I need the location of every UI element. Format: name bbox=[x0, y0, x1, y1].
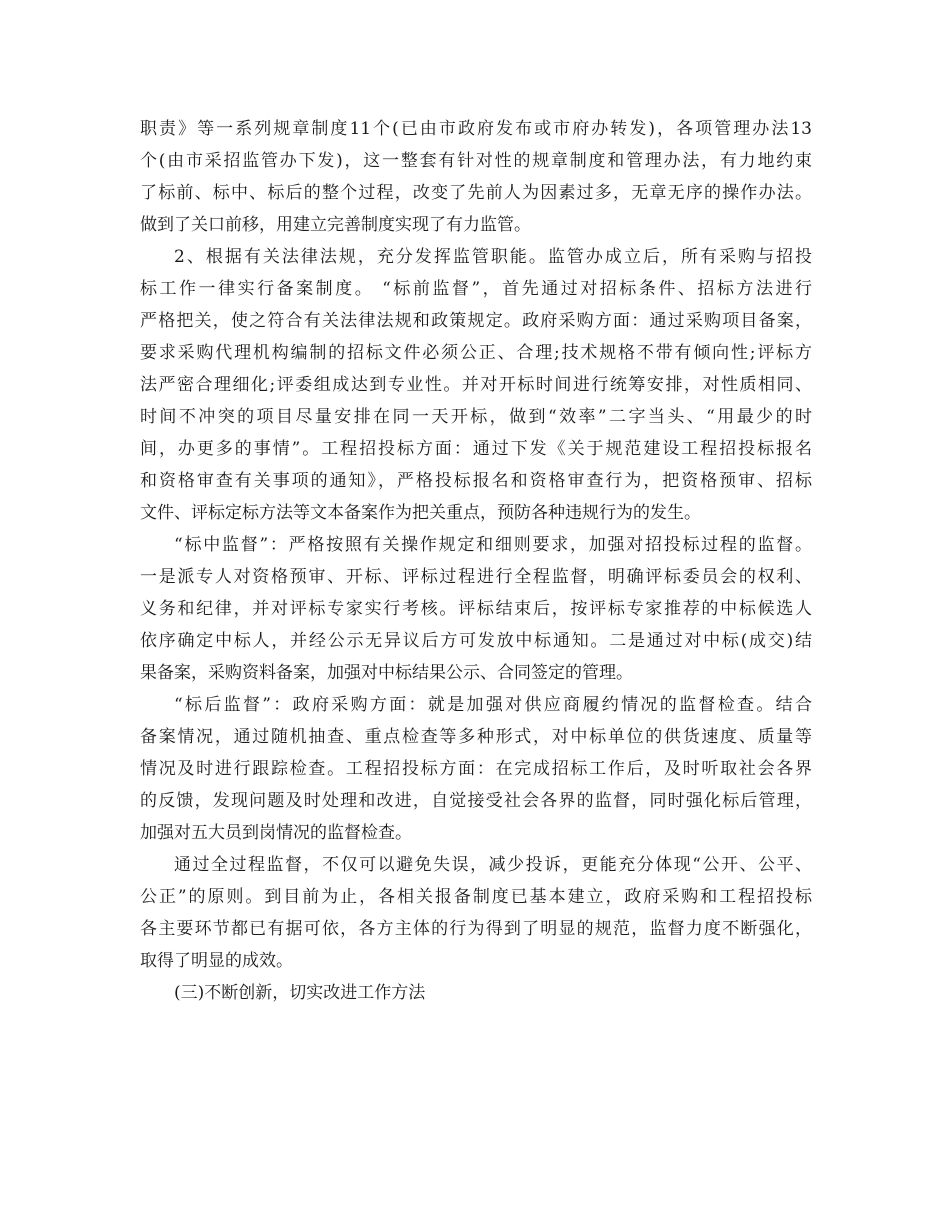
text-line: “标中监督”：严格按照有关操作规定和细则要求，加强对招投标过程的监督。 bbox=[174, 535, 812, 555]
document-body bbox=[140, 113, 812, 1009]
text-line: 义务和纪律，并对评标专家实行考核。评标结束后，按评标专家推荐的中标候选人 bbox=[140, 599, 812, 619]
text-line: 了标前、标中、标后的整个过程，改变了先前人为因素过多，无章无序的操作办法。 bbox=[140, 183, 812, 203]
paragraph-mid-bid-supervision bbox=[140, 529, 812, 689]
text-line: 的反馈，发现问题及时处理和改进，自觉接受社会各界的监督，同时强化标后管理， bbox=[140, 791, 812, 811]
text-line: 严格把关，使之符合有关法律法规和政策规定。政府采购方面：通过采购项目备案， bbox=[140, 311, 812, 331]
text-line: 要求采购代理机构编制的招标文件必须公正、合理;技术规格不带有倾向性;评标方 bbox=[140, 343, 812, 363]
text-line: 间，办更多的事情”。工程招投标方面：通过下发《关于规范建设工程招投标报名 bbox=[140, 439, 812, 459]
paragraph-post-bid-supervision bbox=[140, 689, 812, 849]
text-line: 通过全过程监督，不仅可以避免失误，减少投诉，更能充分体现“公开、公平、 bbox=[174, 855, 812, 875]
text-line: 标工作一律实行备案制度。 “标前监督”，首先通过对招标条件、招标方法进行 bbox=[140, 279, 812, 299]
text-line: 法严密合理细化;评委组成达到专业性。并对开标时间进行统筹安排，对性质相同、 bbox=[140, 375, 812, 395]
text-line: 公正”的原则。到目前为止，各相关报备制度已基本建立，政府采购和工程招投标 bbox=[140, 887, 812, 907]
text-line: 个(由市采招监管办下发)，这一整套有针对性的规章制度和管理办法，有力地约束 bbox=[140, 151, 812, 171]
section-heading-text: (三)不断创新，切实改进工作方法 bbox=[174, 983, 426, 1003]
section-heading bbox=[140, 977, 812, 1009]
text-line: 加强对五大员到岗情况的监督检查。 bbox=[140, 823, 412, 843]
text-line: 情况及时进行跟踪检查。工程招投标方面：在完成招标工作后，及时听取社会各界 bbox=[140, 759, 812, 779]
text-line: 和资格审查有关事项的通知》，严格投标报名和资格审查行为，把资格预审、招标 bbox=[140, 471, 812, 491]
text-line: 果备案，采购资料备案，加强对中标结果公示、合同签定的管理。 bbox=[140, 663, 633, 683]
text-line: 一是派专人对资格预审、开标、评标过程进行全程监督，明确评标委员会的权利、 bbox=[140, 567, 812, 587]
text-line: 各主要环节都已有据可依，各方主体的行为得到了明显的规范，监督力度不断强化， bbox=[140, 919, 812, 939]
text-line: 职责》等一系列规章制度11个(已由市政府发布或市府办转发)，各项管理办法13 bbox=[140, 119, 812, 139]
text-line: 做到了关口前移，用建立完善制度实现了有力监管。 bbox=[140, 215, 531, 235]
text-line: 取得了明显的成效。 bbox=[140, 951, 293, 971]
paragraph-regulations bbox=[140, 113, 812, 241]
paragraph-pre-bid-supervision bbox=[140, 241, 812, 529]
paragraph-summary bbox=[140, 849, 812, 977]
text-line: 备案情况，通过随机抽查、重点检查等多种形式，对中标单位的供货速度、质量等 bbox=[140, 727, 812, 747]
text-line: 2、根据有关法律法规，充分发挥监管职能。监管办成立后，所有采购与招投 bbox=[174, 247, 812, 267]
text-line: “标后监督”：政府采购方面：就是加强对供应商履约情况的监督检查。结合 bbox=[174, 695, 812, 715]
text-line: 依序确定中标人，并经公示无异议后方可发放中标通知。二是通过对中标(成交)结 bbox=[140, 631, 812, 651]
text-line: 时间不冲突的项目尽量安排在同一天开标，做到“效率”二字当头、“用最少的时 bbox=[140, 407, 812, 427]
text-line: 文件、评标定标方法等文本备案作为把关重点，预防各种违规行为的发生。 bbox=[140, 503, 701, 523]
